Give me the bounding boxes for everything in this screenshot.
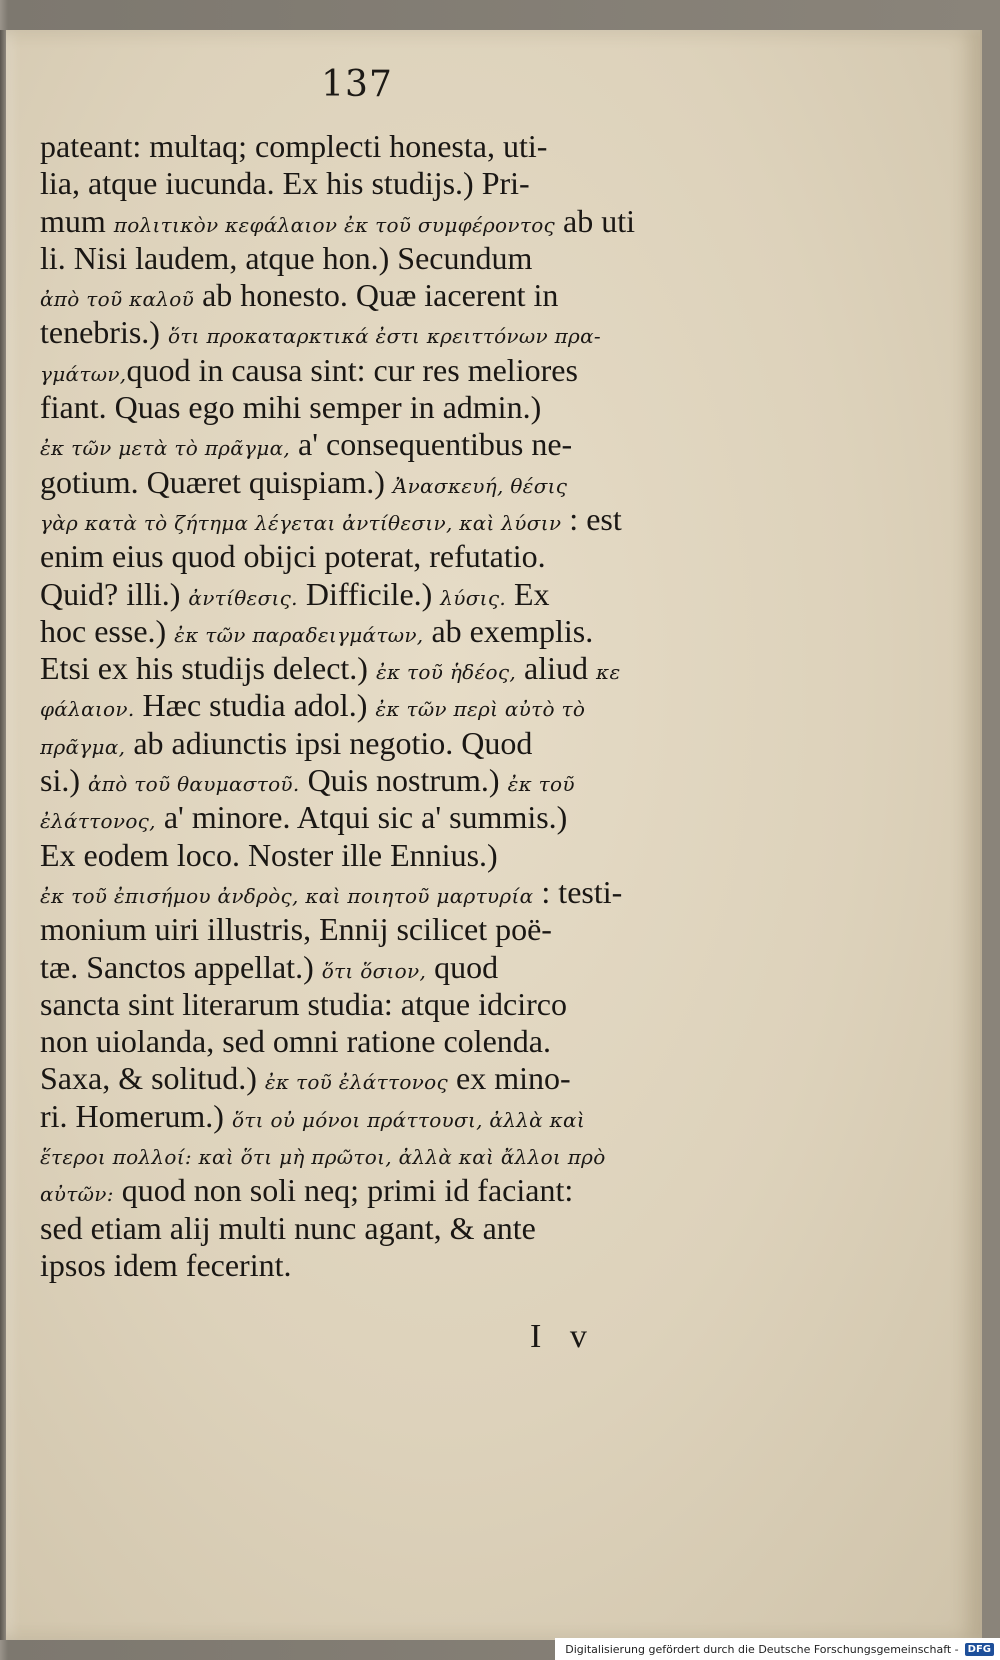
latin-text: fiant. Quas ego mihi semper in admin.) — [40, 389, 542, 426]
text-line — [40, 352, 668, 389]
greek-text: κε — [596, 660, 621, 685]
latin-text: ipsos idem fecerint. — [40, 1246, 292, 1283]
text-line — [40, 1210, 668, 1247]
latin-text: monium uiri illustris, Ennij scilicet poë- — [40, 911, 552, 948]
greek-text: πολιτικὸν κεφάλαιον ἐκ τοῦ συμφέροντος — [113, 212, 556, 237]
latin-text: Difficile.) — [297, 575, 441, 612]
catchword-signature: I v — [530, 1318, 597, 1355]
text-line — [40, 725, 668, 762]
latin-text: mum — [40, 202, 114, 239]
latin-text: sancta sint literarum studia: atque idcirco — [40, 985, 567, 1022]
latin-text: Ex — [505, 575, 550, 612]
latin-text: a' consequentibus ne- — [290, 426, 573, 463]
text-line — [40, 240, 668, 277]
text-line — [40, 277, 668, 314]
page-number: 137 — [321, 64, 393, 105]
greek-text: ὅτι οὐ μόνοι πράττουσι, ἀλλὰ καὶ — [231, 1107, 585, 1132]
latin-text: sed etiam alij multi nunc agant, & ante — [40, 1209, 536, 1246]
latin-text: tæ. Sanctos appellat.) — [40, 948, 322, 985]
greek-text: ἀπὸ τοῦ καλοῦ — [40, 287, 195, 312]
text-line — [40, 1172, 668, 1209]
latin-text: li. Nisi laudem, atque hon.) Secundum — [40, 239, 533, 276]
latin-text: Quis nostrum.) — [299, 762, 508, 799]
text-line — [40, 799, 668, 836]
text-line — [40, 464, 668, 501]
text-line — [40, 314, 668, 351]
greek-text: γὰρ κατὰ τὸ ζήτημα λέγεται ἀντίθεσιν, καὶ λύσιν — [40, 510, 562, 535]
text-line — [40, 911, 668, 948]
latin-text: quod in causa sint: cur res meliores — [126, 351, 578, 388]
text-line — [40, 687, 668, 724]
text-line — [40, 1098, 668, 1135]
greek-text: γμάτων, — [40, 361, 127, 386]
page-text-block — [40, 128, 668, 1284]
greek-text: λύσις. — [440, 585, 506, 610]
text-line — [40, 389, 668, 426]
greek-text: αὐτῶν: — [40, 1182, 114, 1207]
text-line — [40, 762, 668, 799]
latin-text: ri. Homerum.) — [40, 1097, 232, 1134]
text-line — [40, 165, 668, 202]
latin-text: quod non soli neq; primi id faciant: — [113, 1172, 574, 1209]
text-line — [40, 837, 668, 874]
latin-text: enim eius quod obijci poterat, refutatio. — [40, 538, 546, 575]
text-line — [40, 613, 668, 650]
text-line — [40, 426, 668, 463]
greek-text: ἐκ τοῦ ἡδέος, — [375, 660, 517, 685]
latin-text: quod — [426, 948, 499, 985]
latin-text: Etsi ex his studijs delect.) — [40, 650, 376, 687]
footer-credit-text: Digitalisierung gefördert durch die Deutsche Forschungsgemeinschaft - — [565, 1642, 959, 1656]
greek-text: Ἀνασκευή, θέσις — [392, 473, 568, 498]
latin-text: non uiolanda, sed omni ratione colenda. — [40, 1023, 551, 1060]
latin-text: ab uti — [555, 202, 636, 239]
text-line — [40, 501, 668, 538]
latin-text: ab exemplis. — [423, 612, 594, 649]
latin-text: gotium. Quæret quispiam.) — [40, 463, 393, 500]
latin-text: : testi- — [533, 873, 623, 910]
latin-text: hoc esse.) — [40, 612, 175, 649]
greek-text: ἐκ τῶν περὶ αὐτὸ τὸ — [375, 697, 586, 722]
dfg-logo-icon: DFG — [965, 1643, 994, 1656]
latin-text: : est — [561, 500, 622, 537]
latin-text: Hæc studia adol.) — [134, 687, 376, 724]
latin-text: ex mino- — [448, 1060, 571, 1097]
latin-text: pateant: multaq; complecti honesta, uti- — [40, 128, 548, 164]
text-line — [40, 538, 668, 575]
greek-text: φάλαιον. — [40, 697, 135, 722]
latin-text: tenebris.) — [40, 314, 168, 351]
text-line — [40, 1023, 668, 1060]
latin-text: aliud — [516, 650, 597, 687]
latin-text: ab honesto. Quæ iacerent in — [194, 277, 559, 314]
greek-text: ἐκ τοῦ ἐπισήμου ἀνδρὸς, καὶ ποιητοῦ μαρτυρία — [40, 883, 534, 908]
greek-text: ἕτεροι πολλοί: καὶ ὅτι μὴ πρῶτοι, ἀλλὰ καὶ ἄλλοι πρὸ — [40, 1145, 606, 1170]
text-line — [40, 949, 668, 986]
text-line — [40, 650, 668, 687]
greek-text: ἐκ τοῦ ἐλάττονος — [264, 1070, 448, 1095]
text-line — [40, 128, 668, 165]
text-line — [40, 576, 668, 613]
text-line — [40, 874, 668, 911]
text-line — [40, 1247, 668, 1284]
greek-text: ὅτι προκαταρκτικά ἐστι κρειττόνων πρα- — [167, 324, 601, 349]
greek-text: ἀπὸ τοῦ θαυμαστοῦ. — [88, 772, 300, 797]
greek-text: ἀντίθεσις. — [188, 585, 298, 610]
greek-text: πρᾶγμα, — [40, 734, 126, 759]
digitization-footer — [555, 1638, 1000, 1660]
latin-text: Quid? illi.) — [40, 575, 189, 612]
greek-text: ἐκ τῶν παραδειγμάτων, — [174, 622, 424, 647]
greek-text: ἐκ τοῦ — [507, 772, 575, 797]
latin-text: lia, atque iucunda. Ex his studijs.) Pri- — [40, 165, 530, 202]
latin-text: Saxa, & solitud.) — [40, 1060, 265, 1097]
text-line — [40, 1060, 668, 1097]
text-line — [40, 1135, 668, 1172]
latin-text: Ex eodem loco. Noster ille Ennius.) — [40, 836, 498, 873]
latin-text: ab adiunctis ipsi negotio. Quod — [125, 724, 533, 761]
greek-text: ὅτι ὅσιον, — [321, 958, 427, 983]
latin-text: a' minore. Atqui sic a' summis.) — [155, 799, 568, 836]
text-line — [40, 203, 668, 240]
latin-text: si.) — [40, 762, 88, 799]
greek-text: ἐλάττονος, — [40, 809, 156, 834]
greek-text: ἐκ τῶν μετὰ τὸ πρᾶγμα, — [40, 436, 291, 461]
text-line — [40, 986, 668, 1023]
